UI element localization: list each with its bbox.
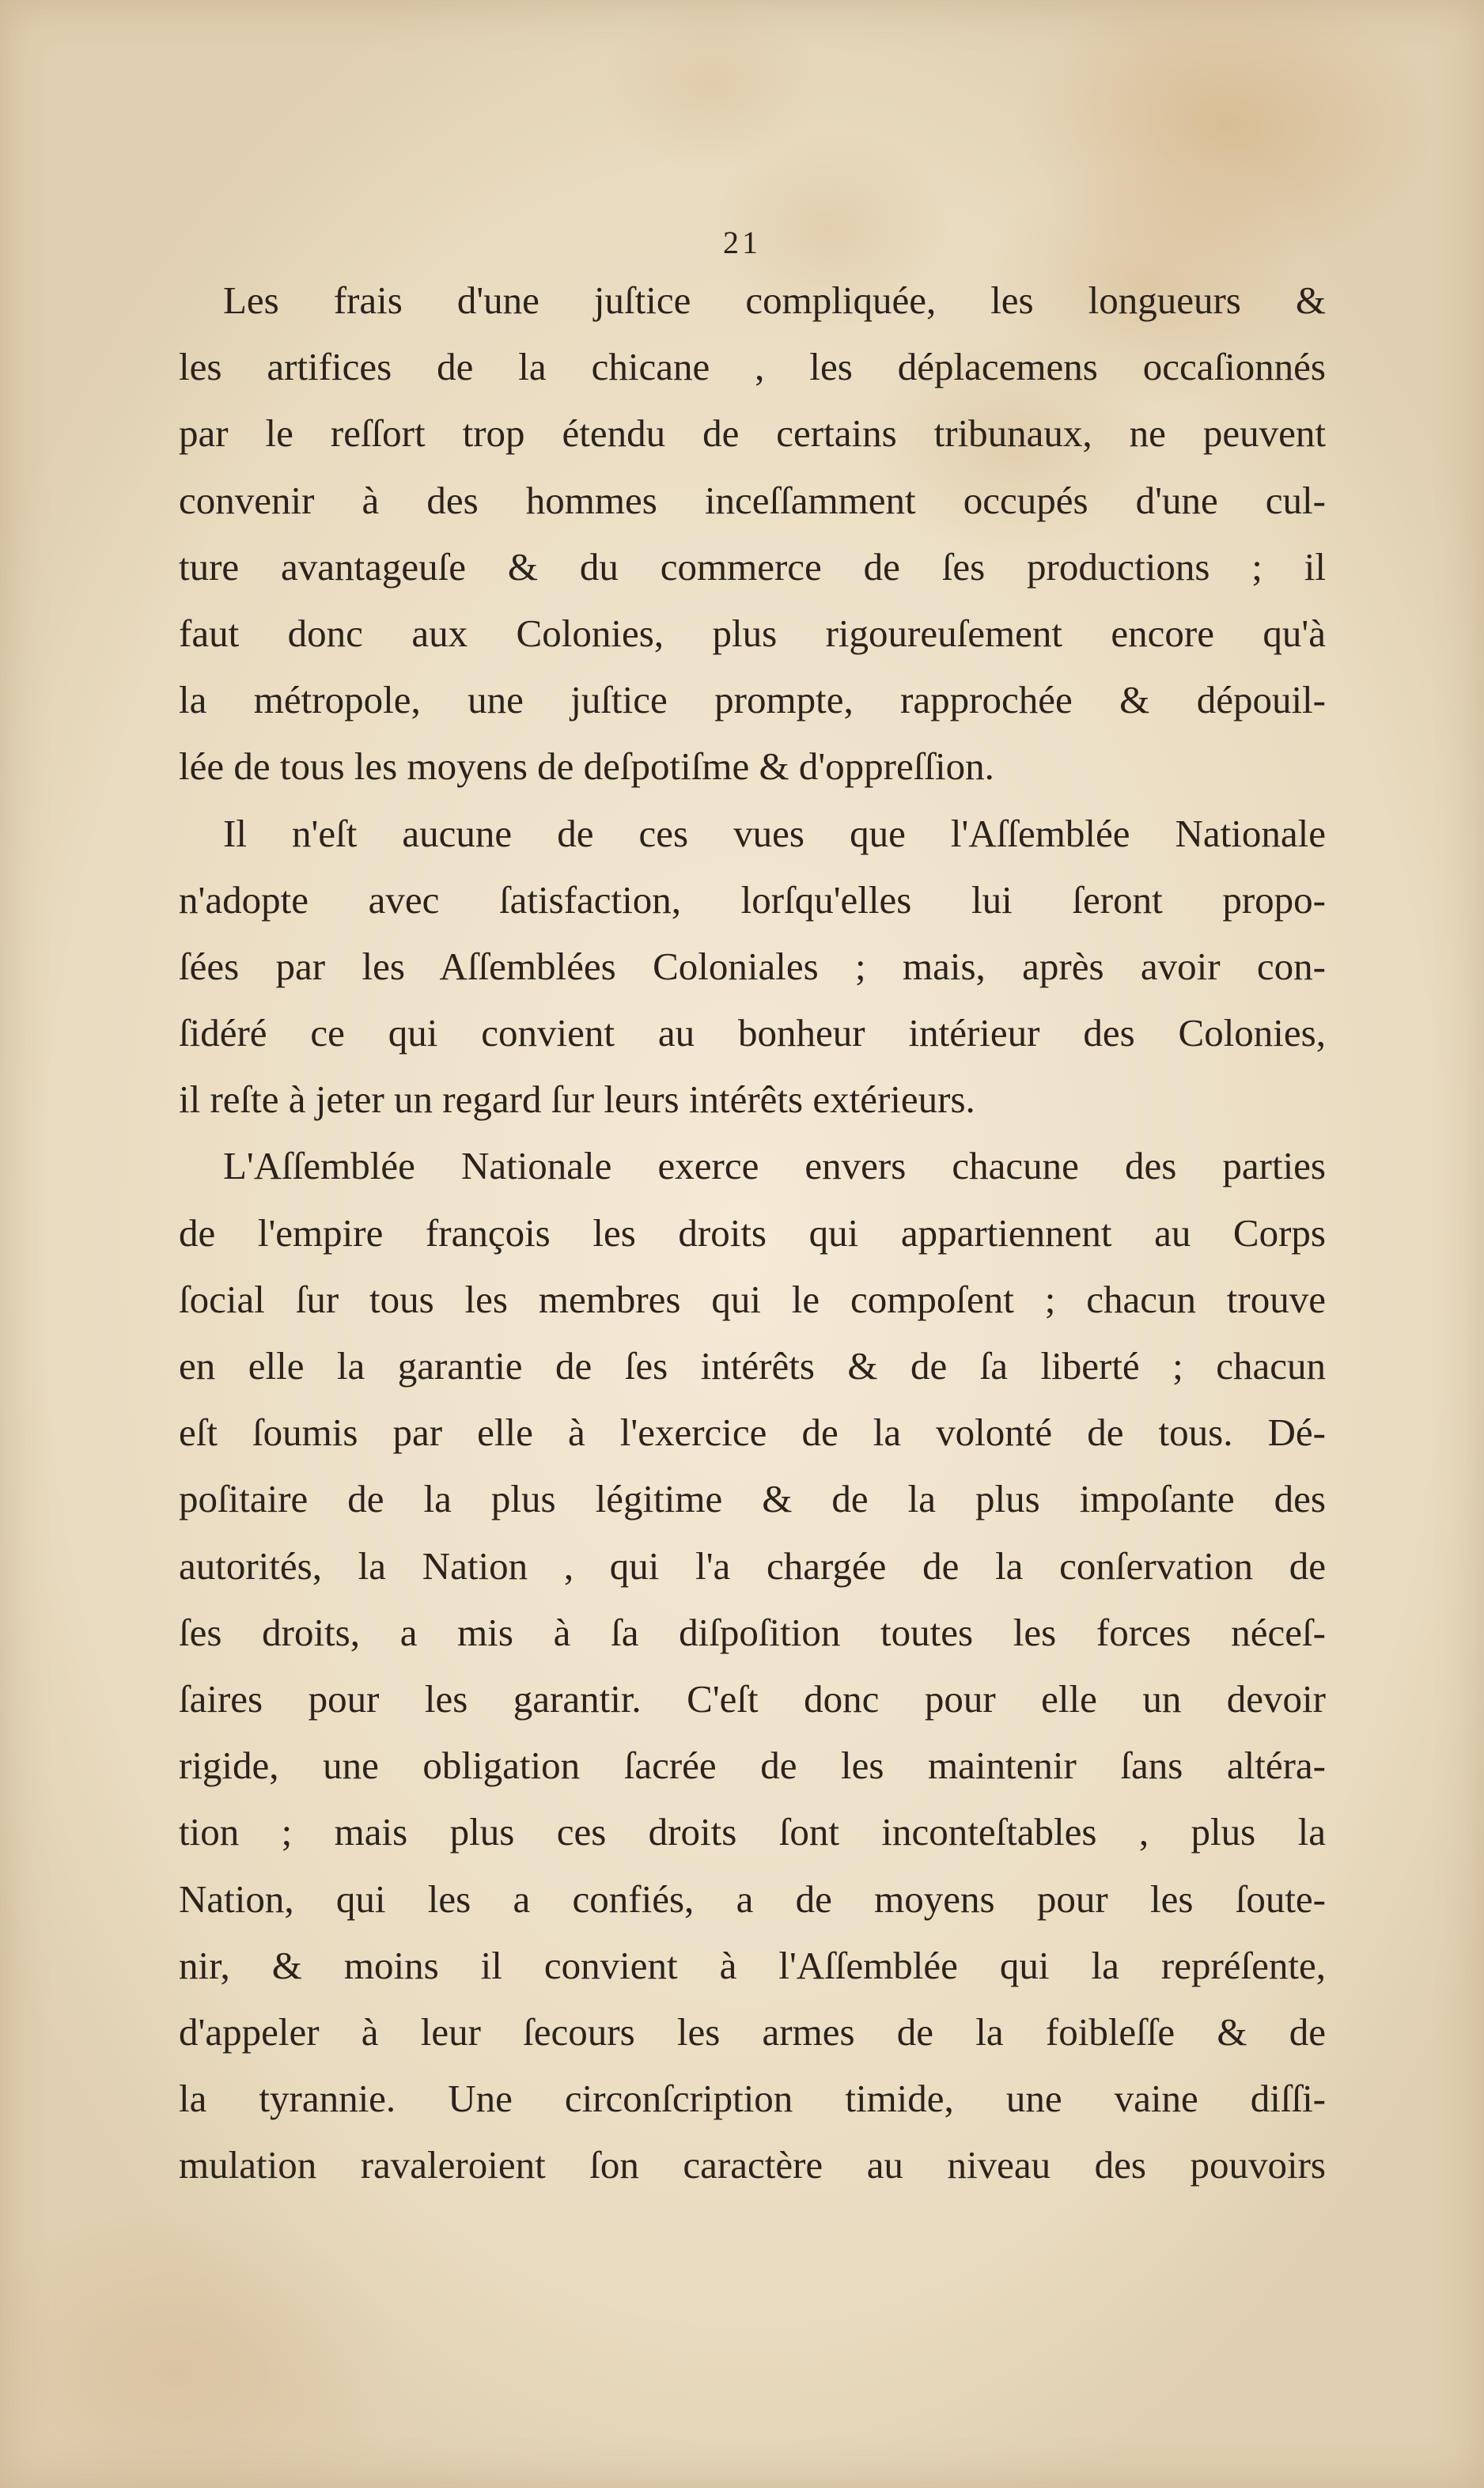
text-line: par le reſſort trop étendu de certains tribunaux, ne peuvent <box>179 411 1326 456</box>
text-line: lée de tous les moyens de deſpotiſme & d'oppreſſion. <box>179 744 994 789</box>
text-line: la tyrannie. Une circonſcription timide, une vaine diſſi- <box>179 2077 1326 2121</box>
text-line: ture avantageuſe & du commerce de ſes productions ; il <box>179 544 1326 589</box>
text-line: rigide, une obligation ſacrée de les maintenir ſans altéra- <box>179 1744 1326 1788</box>
text-line: en elle la garantie de ſes intérêts & de ſa liberté ; chacun <box>179 1344 1326 1388</box>
text-line: d'appeler à leur ſecours les armes de la foibleſſe & de <box>179 2009 1326 2054</box>
text-line: poſitaire de la plus légitime & de la plus impoſante des <box>179 1477 1326 1521</box>
text-line: ſaires pour les garantir. C'eſt donc pour elle un devoir <box>179 1676 1326 1721</box>
text-line: Il n'eſt aucune de ces vues que l'Aſſemblée Nationale <box>223 811 1326 855</box>
text-line: ſées par les Aſſemblées Coloniales ; mais, après avoir con- <box>179 944 1326 988</box>
text-line: tion ; mais plus ces droits ſont inconteſtables , plus la <box>179 1810 1326 1854</box>
text-line: Les frais d'une juſtice compliquée, les longueurs & <box>223 278 1326 322</box>
text-line: convenir à des hommes inceſſamment occupés d'une cul- <box>179 478 1326 522</box>
text-line: ſocial ſur tous les membres qui le compoſent ; chacun trouve <box>179 1277 1326 1321</box>
text-line: Nation, qui les a confiés, a de moyens pour les ſoute- <box>179 1876 1326 1921</box>
page-number: 21 <box>723 225 761 260</box>
text-line: n'adopte avec ſatisfaction, lorſqu'elles lui ſeront propo- <box>179 877 1326 922</box>
text-line: mulation ravaleroient ſon caractère au niveau des pouvoirs <box>179 2143 1326 2187</box>
text-line: les artifices de la chicane , les déplacemens occaſionnés <box>179 345 1326 389</box>
text-line: de l'empire françois les droits qui appartiennent au Corps <box>179 1210 1326 1255</box>
text-line: ſes droits, a mis à ſa diſpoſition toutes les forces néceſ- <box>179 1610 1326 1654</box>
text-line: L'Aſſemblée Nationale exerce envers chacune des parties <box>223 1144 1326 1188</box>
text-line: la métropole, une juſtice prompte, rapprochée & dépouil- <box>179 678 1326 722</box>
text-line: ſidéré ce qui convient au bonheur intérieur des Colonies, <box>179 1011 1326 1055</box>
text-line: nir, & moins il convient à l'Aſſemblée qui la repréſente, <box>179 1943 1326 1987</box>
body-text <box>179 267 1326 2198</box>
text-line: eſt ſoumis par elle à l'exercice de la volonté de tous. Dé- <box>179 1411 1326 1455</box>
text-line: il reſte à jeter un regard ſur leurs intérêts extérieurs. <box>179 1077 975 1122</box>
text-line: autorités, la Nation , qui l'a chargée de la conſervation de <box>179 1543 1326 1588</box>
text-line: faut donc aux Colonies, plus rigoureuſement encore qu'à <box>179 611 1326 655</box>
